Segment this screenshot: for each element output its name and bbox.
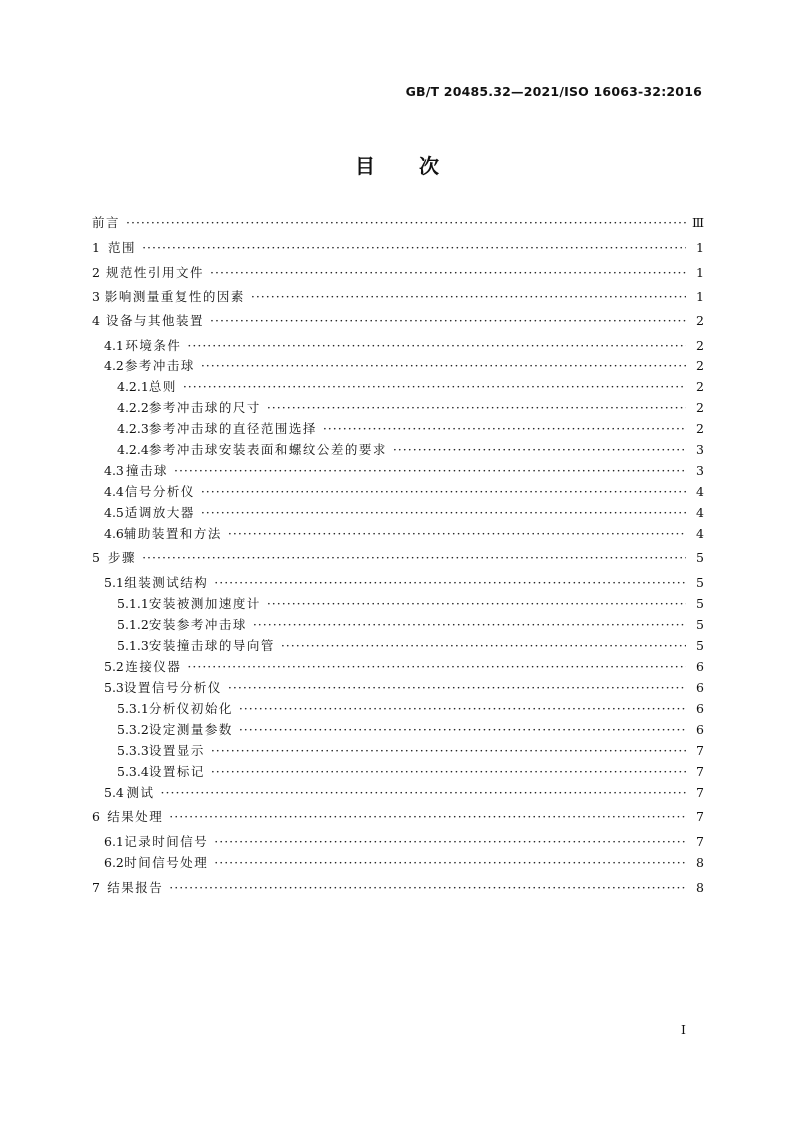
toc-item-number: 5.2 <box>104 659 124 674</box>
toc-item-number: 4 <box>92 313 100 328</box>
toc-item[interactable] <box>92 551 704 565</box>
toc-item-page: 6 <box>696 722 704 737</box>
toc-item-page: 5 <box>696 550 704 565</box>
toc-item-page: 3 <box>696 442 704 457</box>
dot-leader <box>323 422 686 436</box>
toc-item-page: 7 <box>696 809 704 824</box>
toc-item[interactable] <box>92 660 704 674</box>
dot-leader <box>169 881 686 895</box>
toc-item-label: 规范性引用文件 <box>106 265 205 280</box>
toc-item-page: 4 <box>696 526 704 541</box>
toc-item-page: 5 <box>696 575 704 590</box>
toc-item[interactable] <box>92 527 704 541</box>
dot-leader <box>161 786 686 800</box>
toc-item[interactable] <box>92 290 704 304</box>
title-part1: 目 <box>355 154 375 178</box>
standard-code: GB/T 20485.32—2021/ISO 16063-32:2016 <box>405 84 702 99</box>
toc-item[interactable] <box>92 835 704 849</box>
toc-item-number: 4.6 <box>104 526 124 541</box>
toc-item-number: 4.2 <box>104 358 124 373</box>
toc-item-page: 6 <box>696 659 704 674</box>
toc-item[interactable] <box>92 464 704 478</box>
dot-leader <box>126 216 686 230</box>
dot-leader <box>142 551 686 565</box>
toc-item[interactable] <box>92 401 704 415</box>
toc-item-label: 测试 <box>126 785 155 800</box>
toc-item-number: 5.3.3 <box>117 743 149 758</box>
dot-leader <box>201 506 686 520</box>
toc-item-label: 辅助装置和方法 <box>123 526 222 541</box>
toc-item[interactable] <box>92 506 704 520</box>
toc-item[interactable] <box>92 359 704 373</box>
toc-item-page: 3 <box>696 463 704 478</box>
toc-item-page: 1 <box>696 289 704 304</box>
toc-item-number: 1 <box>92 240 100 255</box>
toc-item-label: 组装测试结构 <box>124 575 209 590</box>
toc-item-number: 4.5 <box>104 505 124 520</box>
toc-item-page: 7 <box>696 743 704 758</box>
toc-item-page: 2 <box>696 400 704 415</box>
toc-item[interactable] <box>92 314 704 328</box>
toc-item[interactable] <box>92 744 704 758</box>
toc-item[interactable] <box>92 618 704 632</box>
toc-item-number: 5.1.2 <box>117 617 149 632</box>
toc-item-label: 连接仪器 <box>125 659 182 674</box>
toc-item-page: 8 <box>696 880 704 895</box>
toc-item-label: 参考冲击球的直径范围选择 <box>148 421 317 436</box>
toc-item-page: 1 <box>696 265 704 280</box>
toc-item[interactable] <box>92 422 704 436</box>
toc-item-label: 结果报告 <box>107 880 164 895</box>
toc-item-label: 适调放大器 <box>124 505 195 520</box>
toc-item-number: 3 <box>92 289 100 304</box>
dot-leader <box>142 241 686 255</box>
toc-item[interactable] <box>92 266 704 280</box>
toc-item-number: 5 <box>92 550 100 565</box>
toc-item-label: 记录时间信号 <box>124 834 209 849</box>
toc-item-number: 4.2.4 <box>117 442 149 457</box>
toc-item-label: 信号分析仪 <box>124 484 195 499</box>
dot-leader <box>174 464 686 478</box>
toc-item-page: 2 <box>696 421 704 436</box>
toc-item-label: 安装被测加速度计 <box>148 596 261 611</box>
toc-item[interactable] <box>92 786 704 800</box>
dot-leader <box>183 380 686 394</box>
toc-item[interactable] <box>92 576 704 590</box>
dot-leader <box>187 339 686 353</box>
dot-leader <box>251 290 686 304</box>
toc-item-number: 4.3 <box>104 463 124 478</box>
toc-item-page: 5 <box>696 596 704 611</box>
toc-item-label: 范围 <box>108 240 137 255</box>
toc-item-number: 5.3.2 <box>117 722 149 737</box>
toc-item-number: 4.4 <box>104 484 124 499</box>
toc-item-page: 7 <box>696 834 704 849</box>
dot-leader <box>201 485 686 499</box>
dot-leader <box>169 810 686 824</box>
toc-item[interactable] <box>92 241 704 255</box>
toc-item-page: 7 <box>696 764 704 779</box>
dot-leader <box>211 765 686 779</box>
toc-item-label: 前言 <box>92 215 121 230</box>
toc-item-label: 结果处理 <box>107 809 164 824</box>
toc-item-number: 2 <box>92 265 100 280</box>
toc-item-page: 1 <box>696 240 704 255</box>
toc-item[interactable] <box>92 639 704 653</box>
toc-item[interactable] <box>92 443 704 457</box>
toc-item-label: 参考冲击球安装表面和螺纹公差的要求 <box>148 442 387 457</box>
toc-item-label: 安装参考冲击球 <box>148 617 247 632</box>
dot-leader <box>211 744 686 758</box>
dot-leader <box>228 681 686 695</box>
toc-item-number: 6.1 <box>104 834 124 849</box>
toc-item-number: 5.1.3 <box>117 638 149 653</box>
toc-item[interactable] <box>92 702 704 716</box>
dot-leader <box>267 401 686 415</box>
toc-item[interactable] <box>92 681 704 695</box>
dot-leader <box>210 314 686 328</box>
toc-item-page: 4 <box>696 505 704 520</box>
page-number: I <box>681 1022 686 1037</box>
toc-item-label: 时间信号处理 <box>124 855 209 870</box>
dot-leader <box>393 443 686 457</box>
toc-item-page: 2 <box>696 313 704 328</box>
dot-leader <box>253 618 686 632</box>
dot-leader <box>239 723 686 737</box>
toc-item-label: 安装撞击球的导向管 <box>148 638 275 653</box>
toc-item-label: 设置标记 <box>148 764 205 779</box>
toc-item-label: 环境条件 <box>125 338 182 353</box>
toc-item-label: 设定测量参数 <box>148 722 233 737</box>
dot-leader <box>239 702 686 716</box>
toc-item-number: 4.2.3 <box>117 421 149 436</box>
toc-item-number: 5.3 <box>104 680 124 695</box>
toc-item-page: 7 <box>696 785 704 800</box>
toc-item[interactable] <box>92 339 704 353</box>
dot-leader <box>228 527 686 541</box>
toc-item-page: 2 <box>696 379 704 394</box>
toc-item-number: 4.2.1 <box>117 379 149 394</box>
toc-item-page: 5 <box>696 638 704 653</box>
dot-leader <box>214 576 686 590</box>
toc-item-label: 设置显示 <box>148 743 205 758</box>
toc-item-number: 5.3.1 <box>117 701 149 716</box>
dot-leader <box>281 639 686 653</box>
toc-item-number: 5.3.4 <box>117 764 149 779</box>
toc-item-page: 8 <box>696 855 704 870</box>
toc-item[interactable] <box>92 765 704 779</box>
toc-item-page: 2 <box>696 338 704 353</box>
toc-item-number: 7 <box>92 880 100 895</box>
dot-leader <box>201 359 686 373</box>
toc-item-label: 影响测量重复性的因素 <box>104 289 245 304</box>
dot-leader <box>214 835 686 849</box>
toc-item[interactable] <box>92 485 704 499</box>
toc-item[interactable] <box>92 216 704 230</box>
page-title <box>0 150 794 179</box>
toc-item[interactable] <box>92 856 704 870</box>
toc-item-number: 5.4 <box>104 785 124 800</box>
toc-item[interactable] <box>92 380 704 394</box>
dot-leader <box>187 660 686 674</box>
toc-item-label: 步骤 <box>108 550 137 565</box>
toc-item-label: 参考冲击球 <box>124 358 195 373</box>
toc-item-label: 设置信号分析仪 <box>123 680 222 695</box>
toc-item-number: 4.1 <box>104 338 124 353</box>
toc-item-number: 5.1 <box>104 575 124 590</box>
toc-item-page: 4 <box>696 484 704 499</box>
dot-leader <box>267 597 686 611</box>
toc-item-page: 6 <box>696 701 704 716</box>
toc-item-number: 6.2 <box>104 855 124 870</box>
toc-item-page: 2 <box>696 358 704 373</box>
toc-item-page: 5 <box>696 617 704 632</box>
toc-item-number: 5.1.1 <box>117 596 149 611</box>
toc-item[interactable] <box>92 881 704 895</box>
toc-item-page: 6 <box>696 680 704 695</box>
toc-item-label: 总则 <box>148 379 177 394</box>
toc-item-label: 撞击球 <box>125 463 168 478</box>
toc-item-page: Ⅲ <box>692 215 705 230</box>
toc-item-number: 4.2.2 <box>117 400 149 415</box>
title-part2: 次 <box>419 154 439 178</box>
toc-item-label: 设备与其他装置 <box>106 313 205 328</box>
toc-item-number: 6 <box>92 809 100 824</box>
dot-leader <box>214 856 686 870</box>
toc-item-label: 分析仪初始化 <box>148 701 233 716</box>
toc-item[interactable] <box>92 810 704 824</box>
toc-item[interactable] <box>92 597 704 611</box>
dot-leader <box>210 266 686 280</box>
toc-item-label: 参考冲击球的尺寸 <box>148 400 261 415</box>
toc-item[interactable] <box>92 723 704 737</box>
